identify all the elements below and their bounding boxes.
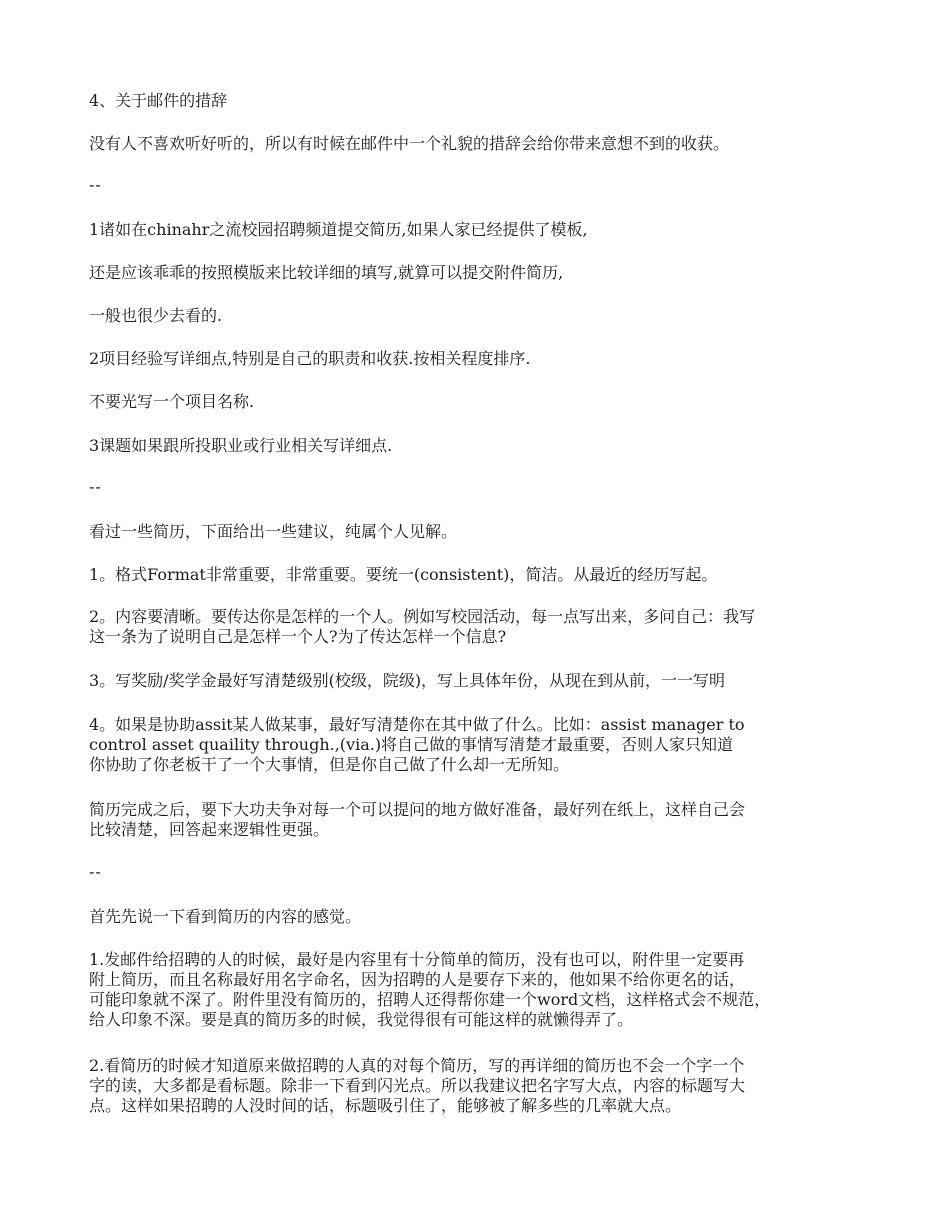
- separator: --: [89, 862, 102, 881]
- paragraph: 首先先说一下看到简历的内容的感觉。: [89, 907, 362, 926]
- paragraph: 1。格式Format非常重要，非常重要。要统一(consistent)，简洁。从最近的经历写起。: [89, 565, 718, 584]
- paragraph: 1诸如在chinahr之流校园招聘频道提交简历,如果人家已经提供了模板,: [89, 220, 588, 239]
- paragraph: 看过一些简历，下面给出一些建议，纯属个人见解。: [89, 522, 458, 541]
- paragraph: 简历完成之后，要下大功夫争对每一个可以提问的地方做好准备，最好列在纸上，这样自己会 比较清楚，回答起来逻辑性更强。: [89, 800, 746, 839]
- paragraph: 4。如果是协助assit某人做某事，最好写清楚你在其中做了什么。比如：assist manager to control asset quaility through.,(via.)将自己做的事情写清楚才最重要，否则人家只知道 你协助了你老板干了一个大事情，但是你自己做了什么却一无所知。: [89, 715, 745, 774]
- paragraph: 2.看简历的时候才知道原来做招聘的人真的对每个简历，写的再详细的简历也不会一个字一个 字的读，大多都是看标题。除非一下看到闪光点。所以我建议把名字写大点，内容的标题写大 点。这样如果招聘的人没时间的话，标题吸引住了，能够被了解多些的几率就大点。: [89, 1056, 746, 1115]
- separator: --: [89, 175, 102, 194]
- paragraph: 还是应该乖乖的按照模版来比较详细的填写,就算可以提交附件简历,: [89, 263, 564, 282]
- section-heading: 4、关于邮件的措辞: [89, 91, 228, 110]
- paragraph: 不要光写一个项目名称.: [89, 392, 255, 411]
- paragraph: 2项目经验写详细点,特别是自己的职责和收获.按相关程度排序.: [89, 349, 531, 368]
- paragraph: 3课题如果跟所投职业或行业相关写详细点.: [89, 436, 393, 455]
- paragraph: 1.发邮件给招聘的人的时候，最好是内容里有十分简单的简历，没有也可以，附件里一定要再 附上简历，而且名称最好用名字命名，因为招聘的人是要存下来的，他如果不给你更名的话， 可能印象就不深了。附件里没有简历的，招聘人还得帮你建一个word文档，这样格式会不规范， 给人印象不深。要是真的简历多的时候，我觉得很有可能这样的就懒得弄了。: [89, 950, 771, 1029]
- paragraph: 3。写奖励/奖学金最好写清楚级别(校级，院级)，写上具体年份，从现在到从前，一一写明: [89, 671, 726, 690]
- paragraph: 一般也很少去看的.: [89, 306, 223, 325]
- paragraph: 2。内容要清晰。要传达你是怎样的一个人。例如写校园活动，每一点写出来，多问自己：我写 这一条为了说明自己是怎样一个人?为了传达怎样一个信息?: [89, 607, 756, 646]
- paragraph: 没有人不喜欢听好听的，所以有时候在邮件中一个礼貌的措辞会给你带来意想不到的收获。: [89, 134, 730, 153]
- separator: --: [89, 477, 102, 496]
